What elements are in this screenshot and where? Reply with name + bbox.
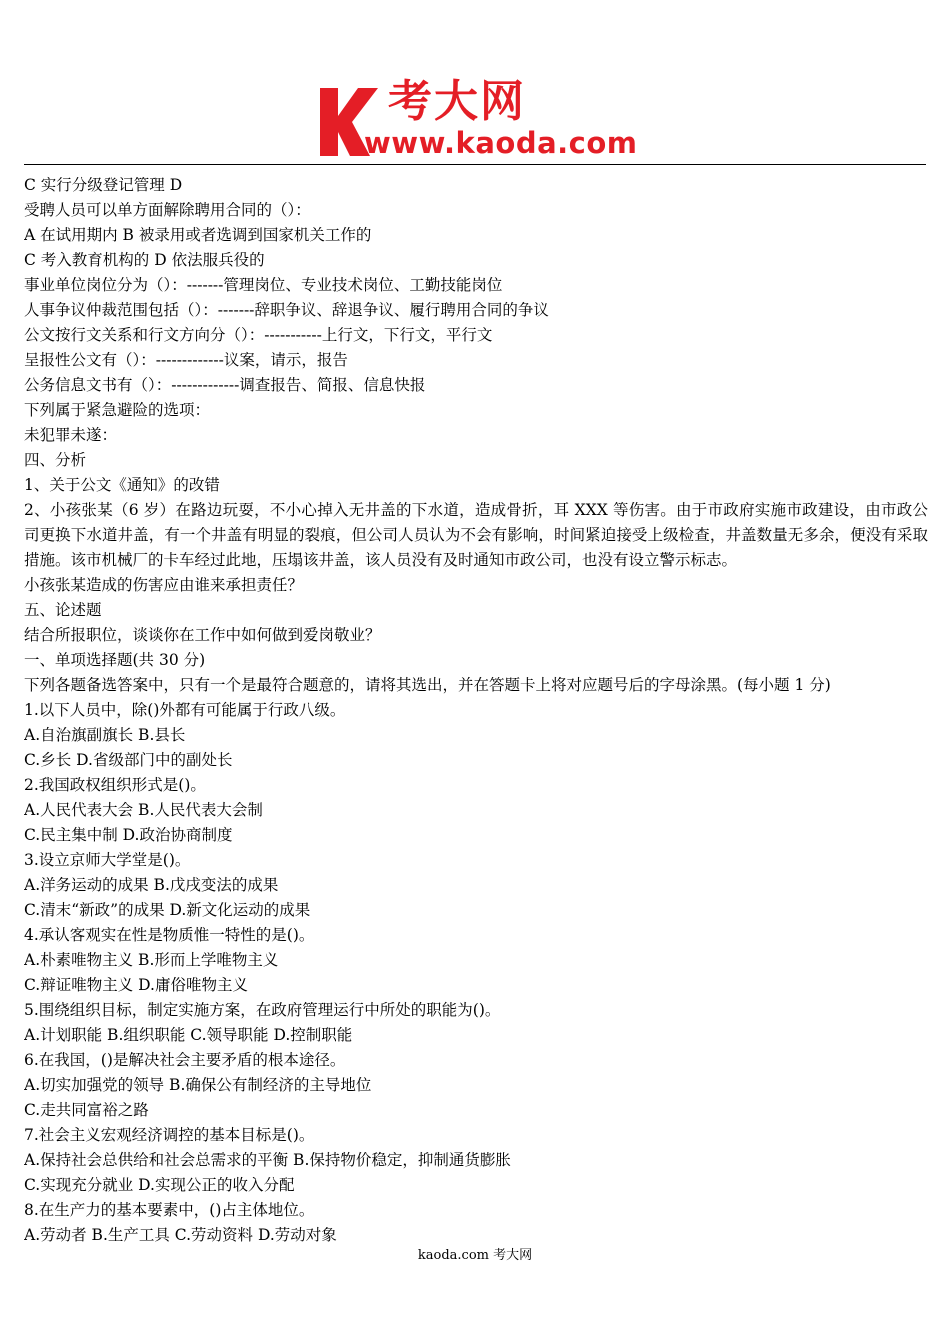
text-line: 下列属于紧急避险的选项：: [24, 401, 211, 419]
text-line: 四、分析: [24, 451, 87, 469]
text-line: 5.围绕组织目标，制定实施方案，在政府管理运行中所处的职能为()。: [24, 1001, 501, 1019]
text-line: 1、关于公文《通知》的改错: [24, 476, 220, 494]
text-line: 3.设立京师大学堂是()。: [24, 851, 191, 869]
text-line: 7.社会主义宏观经济调控的基本目标是()。: [24, 1126, 315, 1144]
text-line: A.人民代表大会 B.人民代表大会制: [24, 801, 263, 819]
text-line: A.劳动者 B.生产工具 C.劳动资料 D.劳动对象: [24, 1226, 337, 1244]
text-line: 事业单位岗位分为（）：-------管理岗位、专业技术岗位、工勤技能岗位: [24, 276, 503, 294]
text-line: A.保持社会总供给和社会总需求的平衡 B.保持物价稳定，抑制通货膨胀: [24, 1151, 511, 1169]
header-divider: [24, 164, 926, 165]
text-line: 小孩张某造成的伤害应由谁来承担责任？: [24, 576, 304, 594]
kaoda-logo[interactable]: [316, 78, 646, 162]
text-line: A.自治旗副旗长 B.县长: [24, 726, 186, 744]
text-line: A.计划职能 B.组织职能 C.领导职能 D.控制职能: [24, 1026, 353, 1044]
text-line: A 在试用期内 B 被录用或者选调到国家机关工作的: [24, 226, 372, 244]
text-line: 公务信息文书有（）：-------------调查报告、简报、信息快报: [24, 376, 426, 394]
logo-title: 考大网: [388, 76, 526, 127]
text-line: 结合所报职位，谈谈你在工作中如何做到爱岗敬业？: [24, 626, 381, 644]
text-block-bottom: [24, 573, 928, 1248]
logo-url: www.kaoda.com: [364, 126, 638, 160]
text-line: 8.在生产力的基本要素中，()占主体地位。: [24, 1201, 315, 1219]
text-line: 4.承认客观实在性是物质惟一特性的是()。: [24, 926, 315, 944]
text-line: 五、论述题: [24, 601, 102, 619]
text-block-top: [24, 173, 928, 498]
text-line: 呈报性公文有（）：-------------议案，请示，报告: [24, 351, 348, 369]
text-line: 公文按行文关系和行文方向分（）：-----------上行文，下行文，平行文: [24, 326, 493, 344]
page-footer: kaoda.com 考大网: [417, 1248, 533, 1263]
text-line: C.走共同富裕之路: [24, 1101, 149, 1119]
text-line: C.辩证唯物主义 D.庸俗唯物主义: [24, 976, 248, 994]
text-line: C 实行分级登记管理 D: [24, 176, 183, 194]
text-line: 1.以下人员中，除()外都有可能属于行政八级。: [24, 701, 346, 719]
text-line: 一、单项选择题(共 30 分): [24, 651, 206, 669]
text-line: A.朴素唯物主义 B.形而上学唯物主义: [24, 951, 279, 969]
case-paragraph: 2、小孩张某（6 岁）在路边玩耍，不小心掉入无井盖的下水道，造成骨折，耳 XXX 等伤害。由于市政府实施市政建设，由市政公司更换下水道井盖，有一个井盖有明显的裂痕，但公司人员认为不会有影响，时间紧迫接受上级检查，井盖数量无多余，便没有采取措施。该市机械厂的卡车经过此地，压塌该井盖，该人员没有及时通知市政公司，也没有设立警示标志。: [24, 501, 928, 569]
text-line: 2.我国政权组织形式是()。: [24, 776, 206, 794]
page-header: [0, 0, 950, 166]
document-body: [24, 173, 928, 1248]
text-line: 6.在我国，()是解决社会主要矛盾的根本途径。: [24, 1051, 346, 1069]
text-line: A.洋务运动的成果 B.戊戌变法的成果: [24, 876, 279, 894]
text-line: C.清末“新政”的成果 D.新文化运动的成果: [24, 901, 311, 919]
text-line: A.切实加强党的领导 B.确保公有制经济的主导地位: [24, 1076, 372, 1094]
text-line: C.乡长 D.省级部门中的副处长: [24, 751, 233, 769]
text-line: 人事争议仲裁范围包括（）：-------辞职争议、辞退争议、履行聘用合同的争议: [24, 301, 549, 319]
text-line: C 考入教育机构的 D 依法服兵役的: [24, 251, 265, 269]
text-line: 下列各题备选答案中，只有一个是最符合题意的，请将其选出，并在答题卡上将对应题号后的字母涂黑。(每小题 1 分): [24, 676, 831, 694]
text-line: C.实现充分就业 D.实现公正的收入分配: [24, 1176, 295, 1194]
text-line: 受聘人员可以单方面解除聘用合同的（）：: [24, 201, 311, 219]
text-line: C.民主集中制 D.政治协商制度: [24, 826, 233, 844]
text-line: 未犯罪未遂：: [24, 426, 118, 444]
